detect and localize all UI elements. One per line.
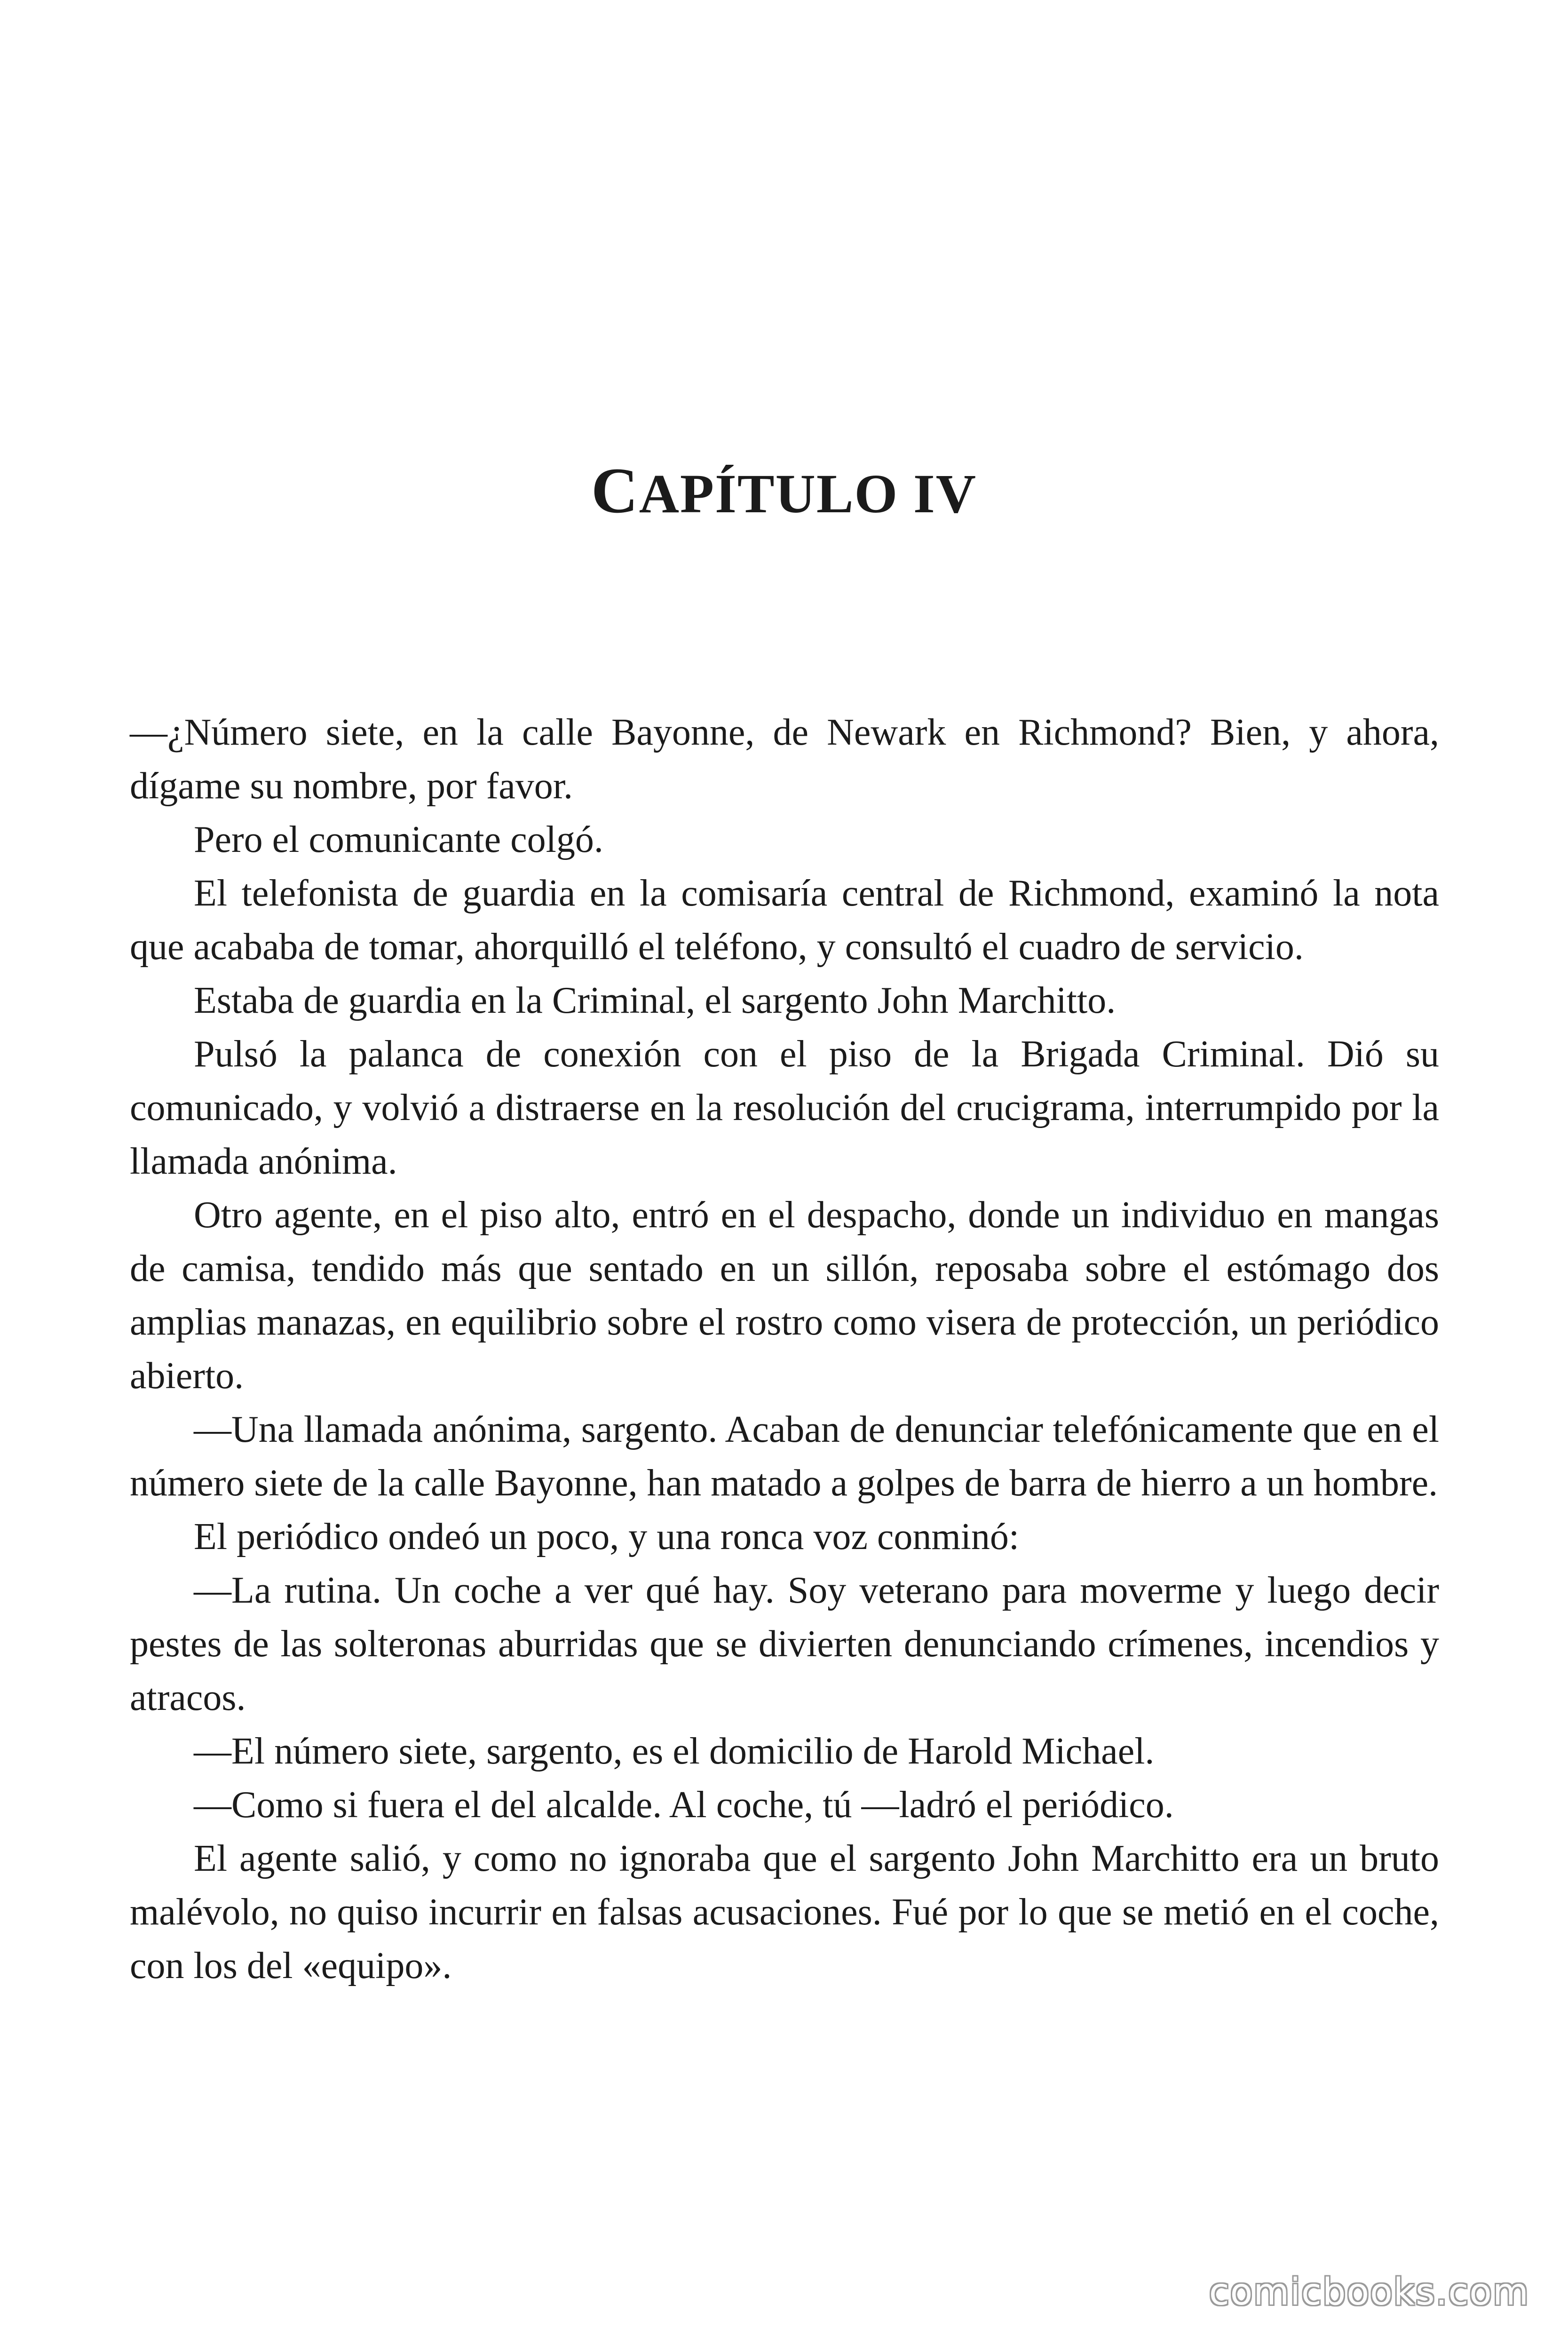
paragraph: El agente salió, y como no ignoraba que el sargento John Marchitto era un bruto malévolo, no quiso incurrir en falsas acusaciones. Fué por lo que se metió en el coche, con los del «equipo». (130, 1838, 1439, 1986)
paragraph: El telefonista de guardia en la comisaría central de Richmond, examinó la nota que acababa de tomar, ahorquilló el teléfono, y consultó el cuadro de servicio. (130, 873, 1439, 968)
paragraph: —La rutina. Un coche a ver qué hay. Soy veterano para moverme y luego decir pestes de las solteronas aburridas que se divierten denunciando crímenes, incendios y atracos. (130, 1570, 1439, 1718)
paragraph: Pulsó la palanca de conexión con el piso de la Brigada Criminal. Dió su comunicado, y volvió a distraerse en la resolución del crucigrama, interrumpido por la llamada anónima. (130, 1033, 1439, 1182)
paragraph: Estaba de guardia en la Criminal, el sargento John Marchitto. (194, 980, 1116, 1021)
watermark: comicbooks.com (1209, 2271, 1529, 2313)
paragraph: Pero el comunicante colgó. (194, 819, 603, 860)
paragraph: —Como si fuera el del alcalde. Al coche, tú —ladró el periódico. (194, 1784, 1174, 1826)
paragraph: —Una llamada anónima, sargento. Acaban de denunciar telefónicamente que en el número siete de la calle Bayonne, han matado a golpes de barra de hierro a un hombre. (130, 1409, 1439, 1504)
paragraph: Otro agente, en el piso alto, entró en el despacho, donde un individuo en mangas de camisa, tendido más que sentado en un sillón, reposaba sobre el estómago dos amplias manazas, en equilibrio sobre el rostro como visera de protección, un periódico abierto. (130, 1194, 1439, 1397)
paragraph: —¿Número siete, en la calle Bayonne, de Newark en Richmond? Bien, y ahora, dígame su nombre, por favor. (130, 712, 1439, 807)
chapter-title (0, 452, 1568, 530)
paragraph: —El número siete, sargento, es el domicilio de Harold Michael. (194, 1731, 1155, 1772)
body-text (130, 706, 1439, 1993)
paragraph: El periódico ondeó un poco, y una ronca voz conminó: (194, 1516, 1020, 1557)
chapter-title-rest: APÍTULO IV (639, 463, 977, 524)
chapter-title-initial: C (591, 454, 639, 526)
